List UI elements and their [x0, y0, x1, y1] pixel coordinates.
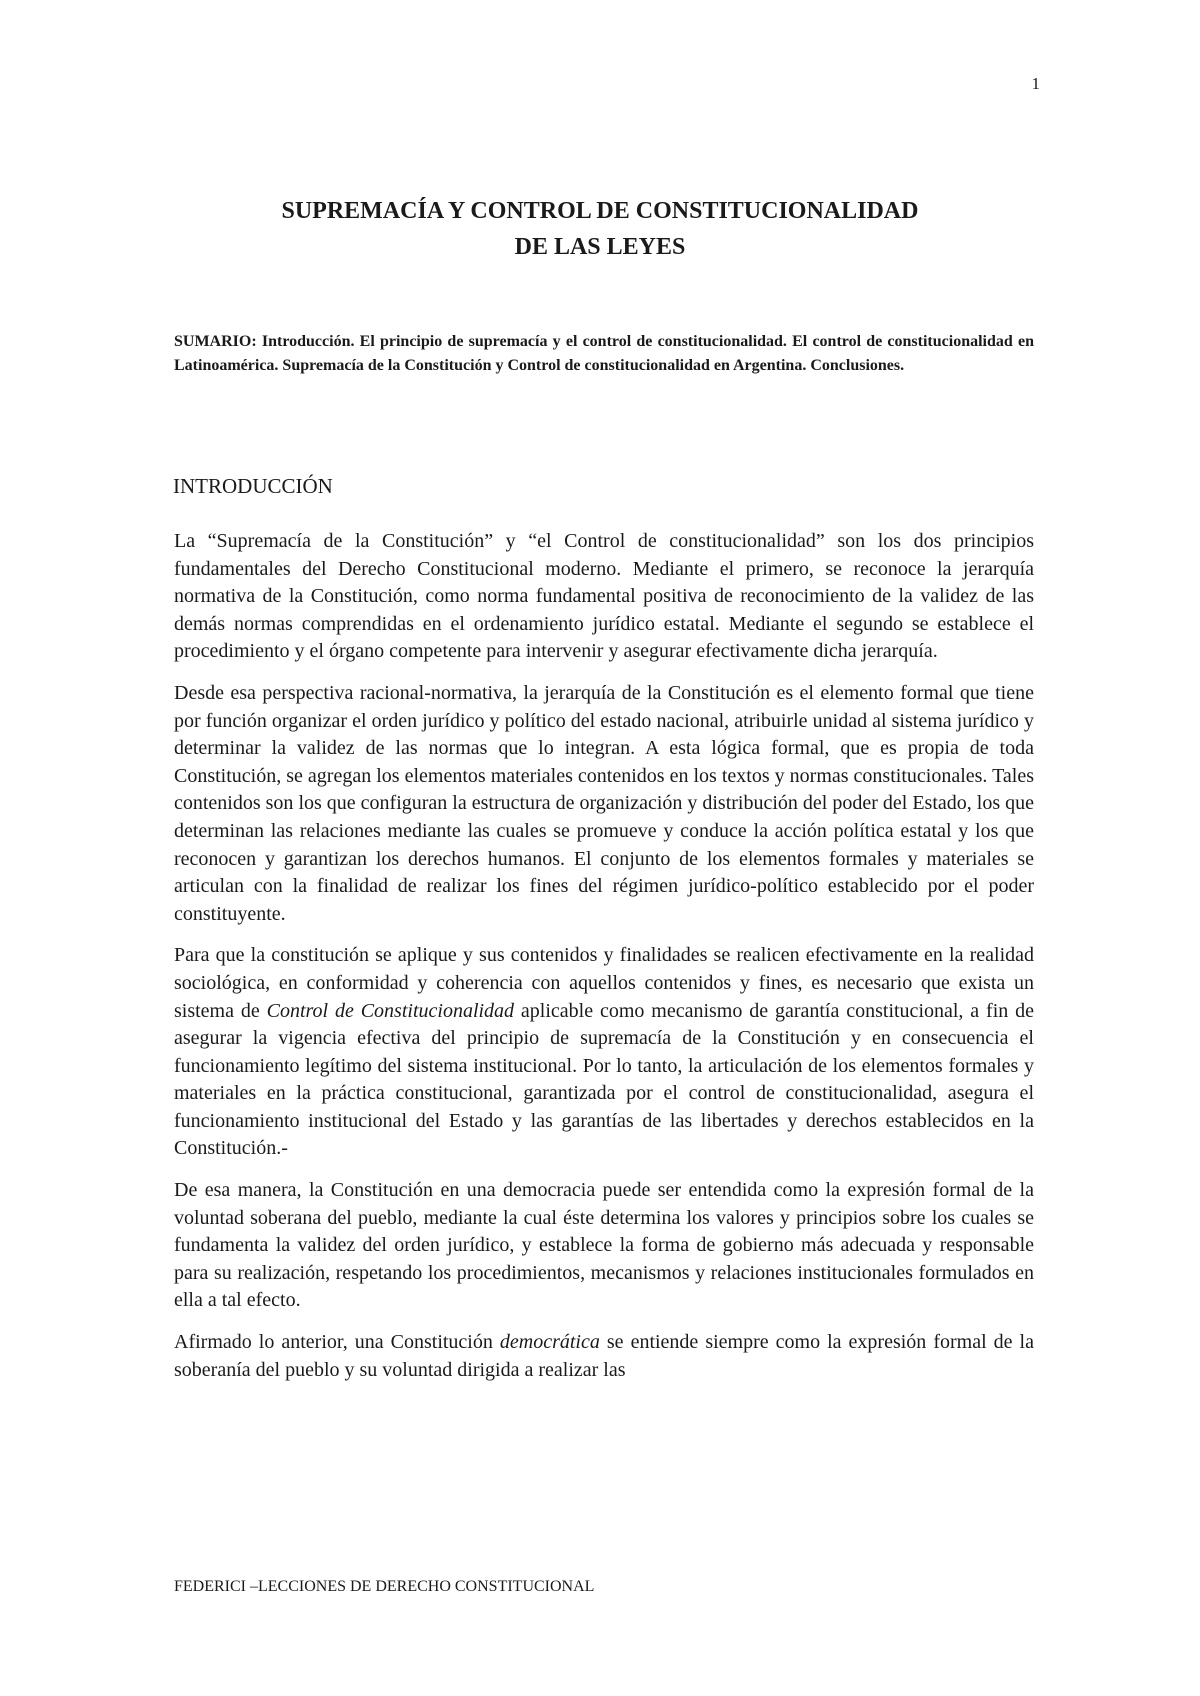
- paragraph-4: De esa manera, la Constitución en una democracia puede ser entendida como la expresión formal de la voluntad soberana del pueblo, mediante la cual éste determina los valores y principios sobre los cuales se fundamenta la validez del orden jurídico, y establece la forma de gobierno más adecuada y responsable para su realización, respetando los procedimientos, mecanismos y relaciones institucionales formulados en ella a tal efecto.: [174, 1179, 1034, 1312]
- paragraph-3-text-b: aplicable como mecanismo de garantía constitucional, a fin de asegurar la vigencia efectiva del principio de supremacía de la Constitución y en consecuencia el funcionamiento legítimo del sistema institucional. Por lo tanto, la articulación de los elementos formales y materiales en la práctica constitucional, garantizada por el control de constitucionalidad, asegura el funcionamiento institucional del Estado y las garantías de las libertades y derechos establecidos en la Constitución.-: [174, 999, 1034, 1160]
- title-line-2: DE LAS LEYES: [514, 234, 686, 260]
- paragraph-5-italic: democrática: [499, 1331, 600, 1354]
- paragraph-3-italic: Control de Constitucionalidad: [266, 999, 515, 1022]
- document-title: [160, 193, 1040, 265]
- paragraph-3-text-a: Para que la constitución se aplique y sus contenidos y finalidades se realicen efectivamente en la realidad sociológica, en conformidad y coherencia con aquellos contenidos y fines, es necesario que exista un sistema de: [174, 944, 1034, 1022]
- paragraph-1: La “Supremacía de la Constitución” y “el Control de constitucionalidad” son los dos principios fundamentales del Derecho Constitucional moderno. Mediante el primero, se reconoce la jerarquía normativa de la Constitución, como norma fundamental positiva de reconocimiento de la validez de las demás normas comprendidas en el ordenamiento jurídico estatal. Mediante el segundo se establece el procedimiento y el órgano competente para intervenir y asegurar efectivamente dicha jerarquía.: [174, 530, 1034, 663]
- body-text: [174, 528, 1034, 1398]
- summary-paragraph: SUMARIO: Introducción. El principio de supremacía y el control de constitucionalidad. El control de constitucionalidad en Latinoamérica. Supremacía de la Constitución y Control de constitucionalidad en Argentina. Conclusiones.: [174, 333, 1034, 374]
- paragraph-2: Desde esa perspectiva racional-normativa, la jerarquía de la Constitución es el elemento formal que tiene por función organizar el orden jurídico y político del estado nacional, atribuirle unidad al sistema jurídico y determinar la validez de las normas que lo integran. A esta lógica formal, que es propia de toda Constitución, se agregan los elementos materiales contenidos en los textos y normas constitucionales. Tales contenidos son los que configuran la estructura de organización y distribución del poder del Estado, los que determinan las relaciones mediante las cuales se promueve y conduce la acción política estatal y los que reconocen y garantizan los derechos humanos. El conjunto de los elementos formales y materiales se articulan con la finalidad de realizar los fines del régimen jurídico-político establecido por el poder constituyente.: [174, 681, 1034, 925]
- paragraph-3: [174, 942, 1034, 1163]
- paragraph-5-text-b: se entiende siempre como la expresión formal de la soberanía del pueblo y su voluntad dirigida a realizar las: [174, 1331, 1034, 1381]
- section-heading: INTRODUCCIÓN: [173, 474, 333, 498]
- page-footer: FEDERICI –LECCIONES DE DERECHO CONSTITUCIONAL: [174, 1578, 595, 1595]
- paragraph-5: [174, 1329, 1034, 1384]
- page-number: 1: [1031, 74, 1040, 93]
- paragraph-5-text-a: Afirmado lo anterior, una Constitución: [174, 1331, 500, 1354]
- title-line-1: SUPREMACÍA Y CONTROL DE CONSTITUCIONALIDAD: [281, 198, 919, 224]
